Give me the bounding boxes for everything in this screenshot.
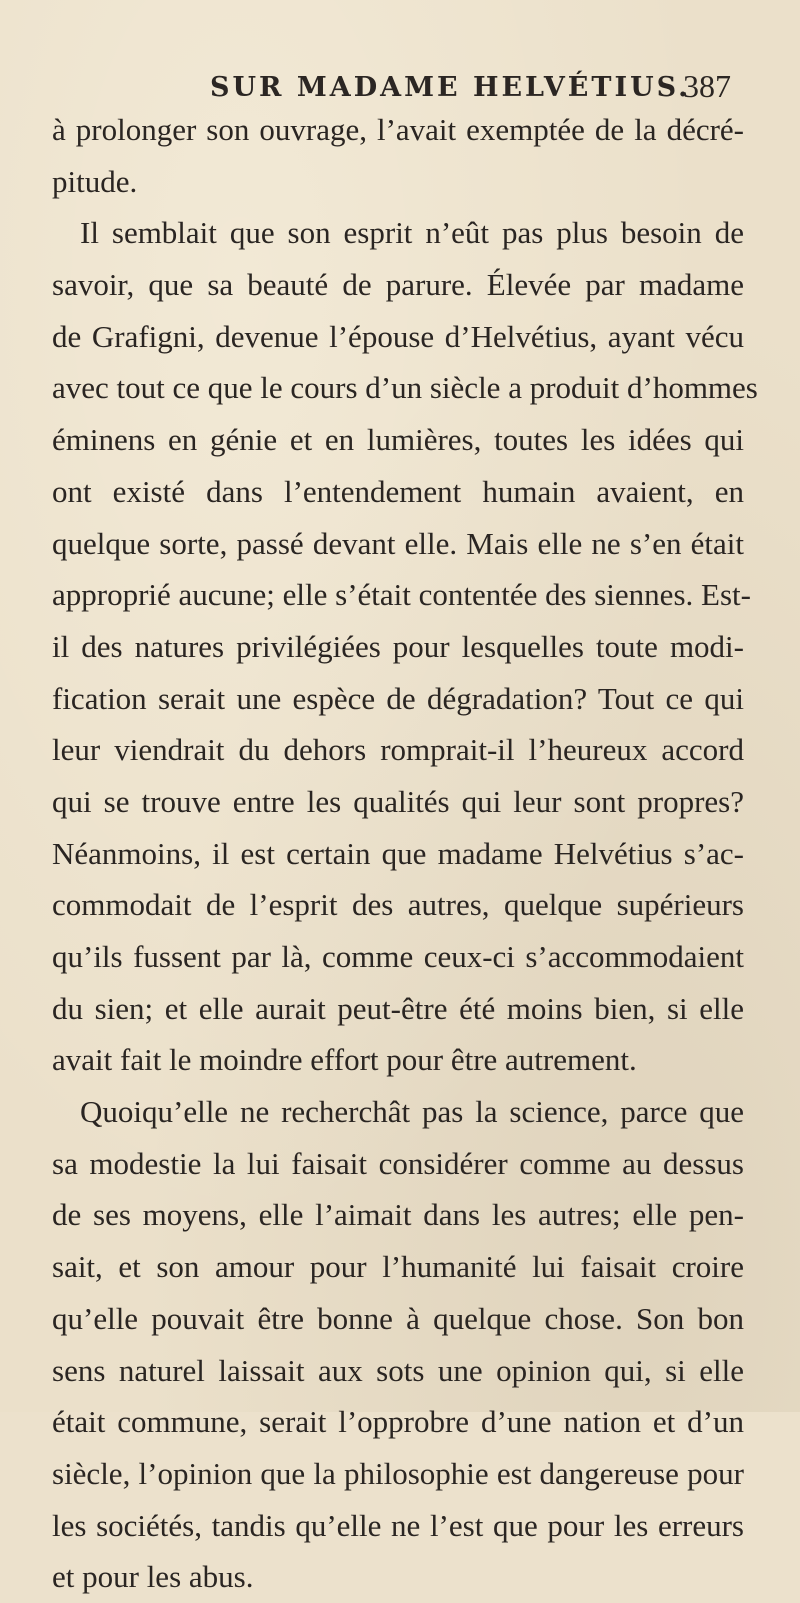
text-line: sa modestie la lui faisait considérer comme au dessus xyxy=(52,1145,744,1181)
text-line: quelque sorte, passé devant elle. Mais elle ne s’en était xyxy=(52,525,744,561)
text-line: Il semblait que son esprit n’eût pas plus besoin de xyxy=(80,215,744,251)
text-line: avait fait le moindre effort pour être autrement. xyxy=(52,1042,637,1078)
text-line: siècle, l’opinion que la philosophie est dangereuse pour xyxy=(52,1455,744,1491)
text-line: savoir, que sa beauté de parure. Élevée par madame xyxy=(52,267,744,303)
text-line: de ses moyens, elle l’aimait dans les autres; elle pen- xyxy=(52,1197,744,1233)
text-line: et pour les abus. xyxy=(52,1559,254,1595)
text-line: Néanmoins, il est certain que madame Helvétius s’ac- xyxy=(52,835,744,871)
text-line: les sociétés, tandis qu’elle ne l’est que pour les erreurs xyxy=(52,1507,744,1543)
text-line: était commune, serait l’opprobre d’une nation et d’un xyxy=(52,1404,744,1440)
text-line: qu’ils fussent par là, comme ceux-ci s’accommodaient xyxy=(52,939,744,974)
text-line: commodait de l’esprit des autres, quelque supérieurs xyxy=(52,887,744,923)
text-line: avec tout ce que le cours d’un siècle a produit d’hommes xyxy=(52,370,758,406)
text-line: approprié aucune; elle s’était contentée des siennes. Est- xyxy=(52,577,751,613)
text-line: ont existé dans l’entendement humain avaient, en xyxy=(52,473,744,509)
body-text xyxy=(52,104,758,1603)
text-line: qui se trouve entre les qualités qui leur sont propres? xyxy=(52,783,744,819)
text-line: qu’elle pouvait être bonne à quelque chose. Son bon xyxy=(52,1300,744,1336)
text-line: du sien; et elle aurait peut-être été moins bien, si elle xyxy=(52,990,744,1026)
text-line: sait, et son amour pour l’humanité lui faisait croire xyxy=(52,1249,744,1285)
text-line: fication serait une espèce de dégradation? Tout ce qui xyxy=(52,680,744,716)
page-number: 387 xyxy=(683,68,731,104)
text-line: sens naturel laissait aux sots une opinion qui, si elle xyxy=(52,1352,744,1388)
running-title: SUR MADAME HELVÉTIUS. xyxy=(210,72,691,103)
text-line: leur viendrait du dehors romprait-il l’heureux accord xyxy=(52,732,744,768)
text-line: éminens en génie et en lumières, toutes les idées qui xyxy=(52,422,744,458)
text-line: à prolonger son ouvrage, l’avait exemptée de la décré- xyxy=(52,112,744,147)
text-line: il des natures privilégiées pour lesquelles toute modi- xyxy=(52,628,744,664)
text-line: de Grafigni, devenue l’épouse d’Helvétius, ayant vécu xyxy=(52,318,744,354)
text-line: pitude. xyxy=(52,163,138,199)
text-line: Quoiqu’elle ne recherchât pas la science, parce que xyxy=(80,1094,744,1130)
